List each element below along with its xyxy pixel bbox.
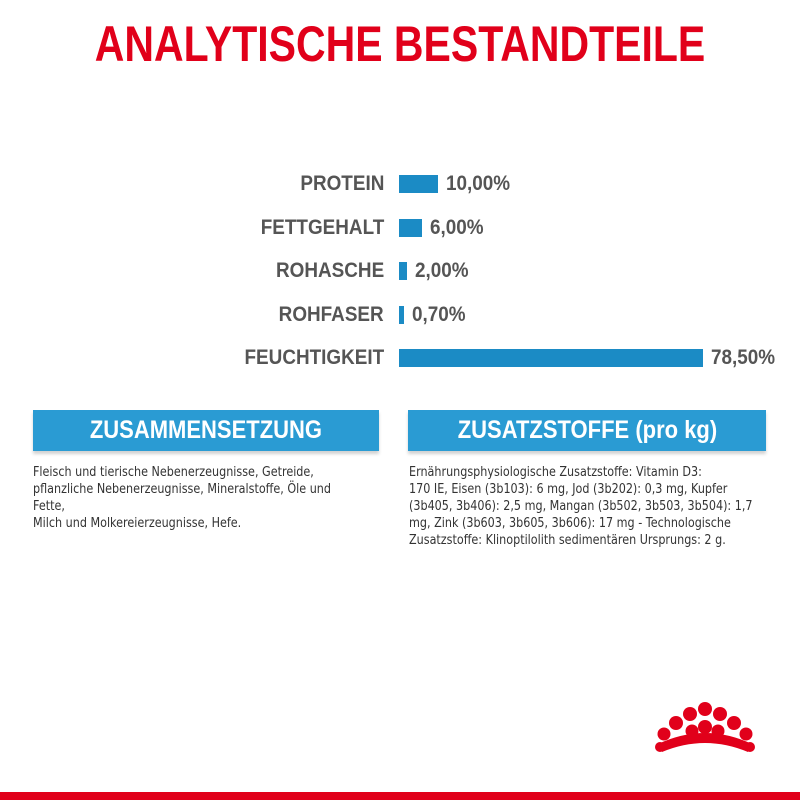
nutrient-bar bbox=[399, 262, 407, 280]
composition-line: pflanzliche Nebenerzeugnisse, Mineralstoffe, Öle und Fette, bbox=[33, 482, 331, 514]
composition-line: Fleisch und tierische Nebenerzeugnisse, Getreide, bbox=[33, 465, 314, 480]
page-title: ANALYTISCHE BESTANDTEILE bbox=[94, 16, 706, 72]
nutrient-row bbox=[0, 256, 800, 286]
nutrient-label: FEUCHTIGKEIT bbox=[244, 346, 384, 369]
additives-heading-band bbox=[408, 410, 766, 451]
nutrient-label: ROHFASER bbox=[278, 303, 384, 326]
nutrient-value: 6,00% bbox=[430, 216, 484, 239]
crown-logo-icon bbox=[652, 700, 758, 770]
nutrient-row bbox=[0, 343, 800, 373]
additives-heading: ZUSATZSTOFFE (pro kg) bbox=[457, 416, 717, 444]
nutrient-value: 10,00% bbox=[446, 172, 511, 195]
additives-line: 170 IE, Eisen (3b103): 6 mg, Jod (3b202): 0,3 mg, Kupfer bbox=[409, 482, 728, 497]
nutrient-bar bbox=[399, 349, 703, 367]
composition-line: Milch und Molkereierzeugnisse, Hefe. bbox=[33, 516, 242, 531]
nutrient-label: FETTGEHALT bbox=[260, 216, 384, 239]
nutrient-row bbox=[0, 300, 800, 330]
nutrient-label: ROHASCHE bbox=[275, 259, 384, 282]
composition-heading: ZUSAMMENSETZUNG bbox=[89, 416, 323, 444]
composition-text bbox=[33, 464, 413, 532]
composition-heading-band bbox=[33, 410, 379, 451]
nutrient-value: 78,50% bbox=[711, 346, 776, 369]
additives-line: Zusatzstoffe: Klinoptilolith sedimentären Ursprungs: 2 g. bbox=[409, 533, 726, 548]
additives-text bbox=[409, 464, 800, 549]
additives-line: Ernährungsphysiologische Zusatzstoffe: Vitamin D3: bbox=[409, 465, 702, 480]
nutrient-bar bbox=[399, 219, 422, 237]
nutrient-value: 2,00% bbox=[415, 259, 469, 282]
nutrient-row bbox=[0, 169, 800, 199]
nutrient-label: PROTEIN bbox=[299, 172, 384, 195]
nutrient-bar bbox=[399, 306, 404, 324]
footer-red-line bbox=[0, 792, 800, 800]
additives-line: mg, Zink (3b603, 3b605, 3b606): 17 mg - Technologische bbox=[409, 516, 731, 531]
nutrient-row bbox=[0, 213, 800, 243]
nutrient-bar bbox=[399, 175, 438, 193]
nutrient-value: 0,70% bbox=[412, 303, 466, 326]
additives-line: (3b405, 3b406): 2,5 mg, Mangan (3b502, 3b503, 3b504): 1,7 bbox=[409, 499, 753, 514]
